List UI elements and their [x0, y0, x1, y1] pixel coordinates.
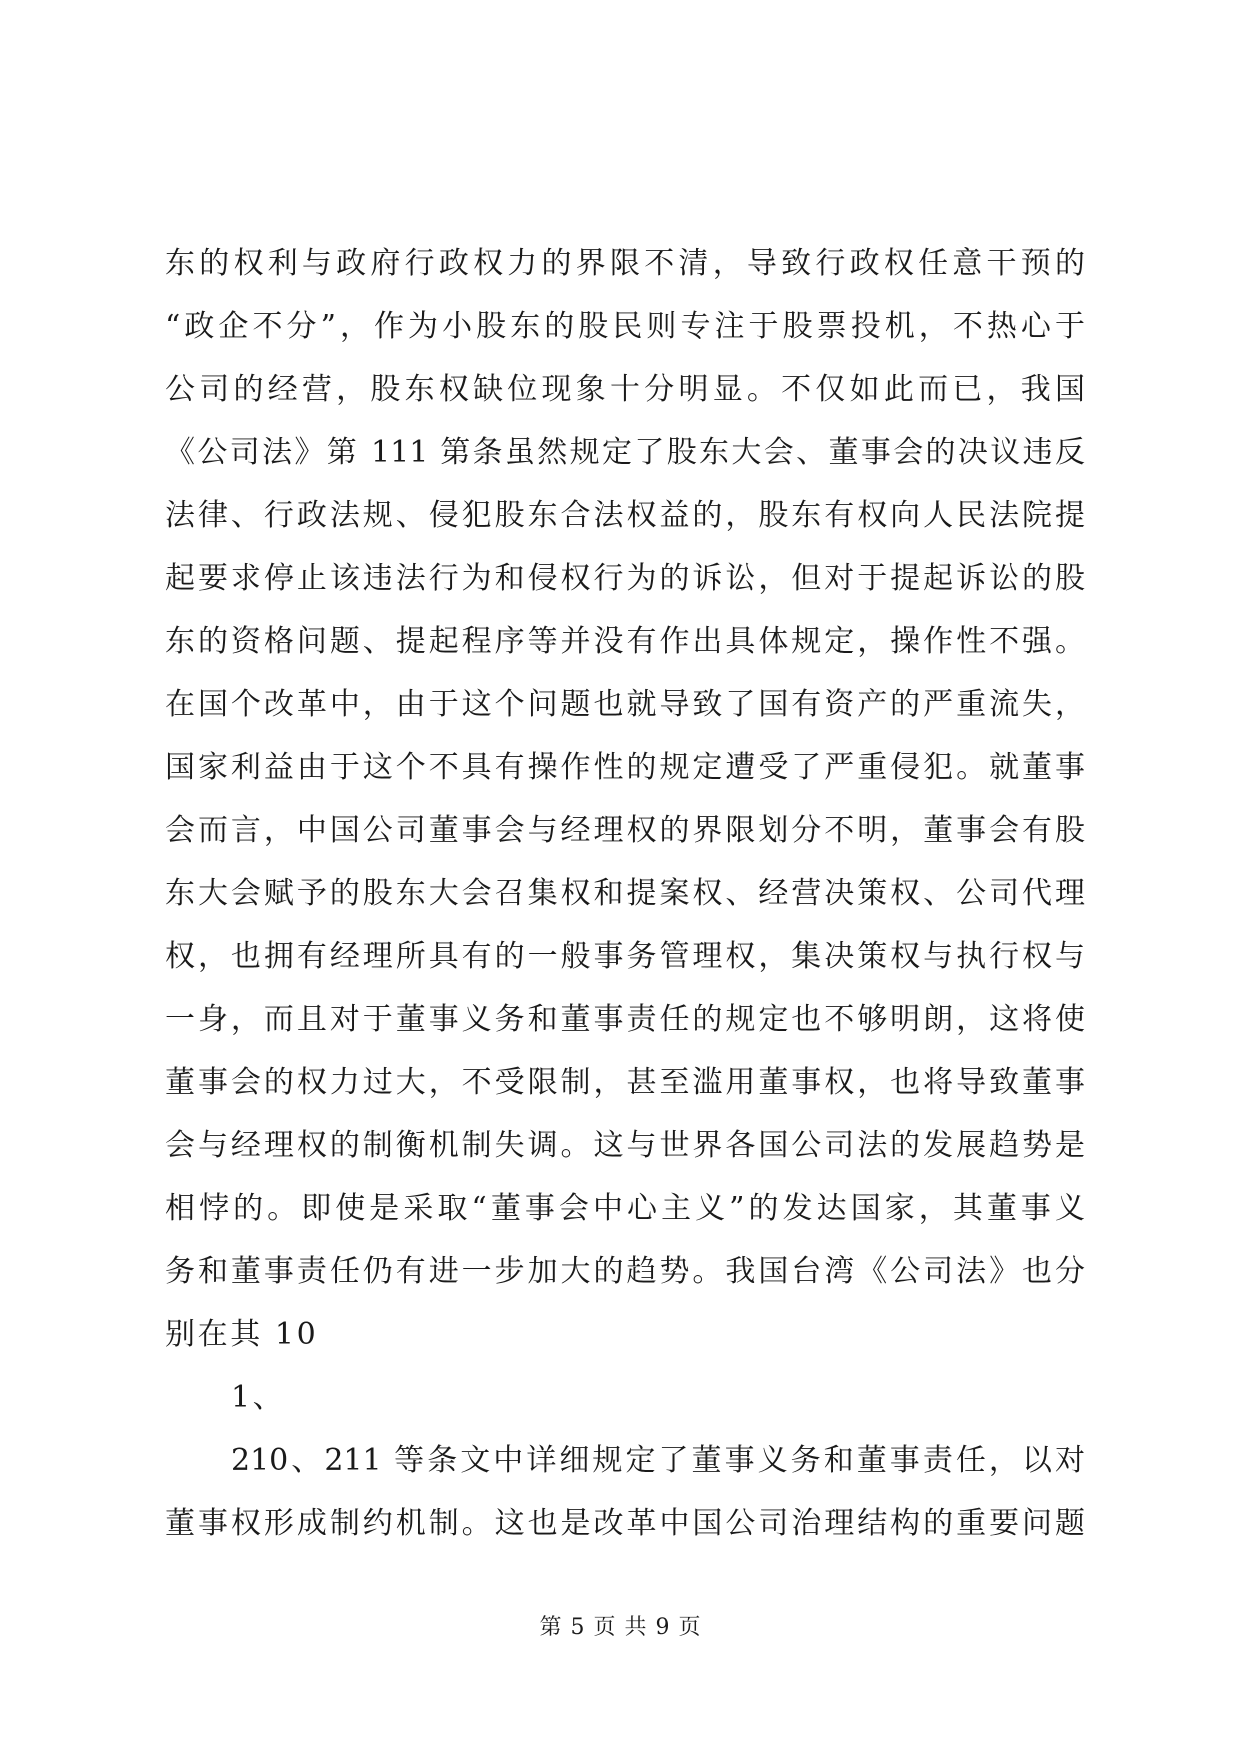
text-line: 在国个改革中，由于这个问题也就导致了国有资产的严重流失， [165, 687, 1085, 722]
text-line: 《公司法》第 111 第条虽然规定了股东大会、董事会的决议违反 [165, 435, 1085, 470]
text-line: 法律、行政法规、侵犯股东合法权益的，股东有权向人民法院提 [165, 498, 1085, 533]
text-line: 务和董事责任仍有进一步加大的趋势。我国台湾《公司法》也分 [165, 1254, 1085, 1289]
body-text [165, 232, 1085, 1555]
text-line: 会而言，中国公司董事会与经理权的界限划分不明，董事会有股 [165, 813, 1085, 848]
text-line: 210、211 等条文中详细规定了董事义务和董事责任，以对 [231, 1443, 1085, 1478]
text-line: 公司的经营，股东权缺位现象十分明显。不仅如此而已，我国 [165, 372, 1085, 407]
text-line: 起要求停止该违法行为和侵权行为的诉讼，但对于提起诉讼的股 [165, 561, 1085, 596]
page-number-footer: 第 5 页 共 9 页 [539, 1615, 702, 1640]
text-line: 相悖的。即使是采取“董事会中心主义”的发达国家，其董事义 [165, 1191, 1085, 1226]
text-line: 东的资格问题、提起程序等并没有作出具体规定，操作性不强。 [165, 624, 1085, 659]
text-line: 东大会赋予的股东大会召集权和提案权、经营决策权、公司代理 [165, 876, 1085, 911]
text-line: 国家利益由于这个不具有操作性的规定遭受了严重侵犯。就董事 [165, 750, 1085, 785]
text-line: 1、 [231, 1380, 286, 1415]
text-line: 董事权形成制约机制。这也是改革中国公司治理结构的重要问题 [165, 1506, 1085, 1541]
text-line: 权，也拥有经理所具有的一般事务管理权，集决策权与执行权与 [165, 939, 1085, 974]
text-line: 会与经理权的制衡机制失调。这与世界各国公司法的发展趋势是 [165, 1128, 1085, 1163]
text-line: “政企不分”，作为小股东的股民则专注于股票投机，不热心于 [165, 309, 1085, 344]
text-line: 一身，而且对于董事义务和董事责任的规定也不够明朗，这将使 [165, 1002, 1085, 1037]
text-line: 别在其 10 [165, 1317, 319, 1352]
text-line: 东的权利与政府行政权力的界限不清，导致行政权任意干预的 [165, 246, 1085, 281]
text-line: 董事会的权力过大，不受限制，甚至滥用董事权，也将导致董事 [165, 1065, 1085, 1100]
